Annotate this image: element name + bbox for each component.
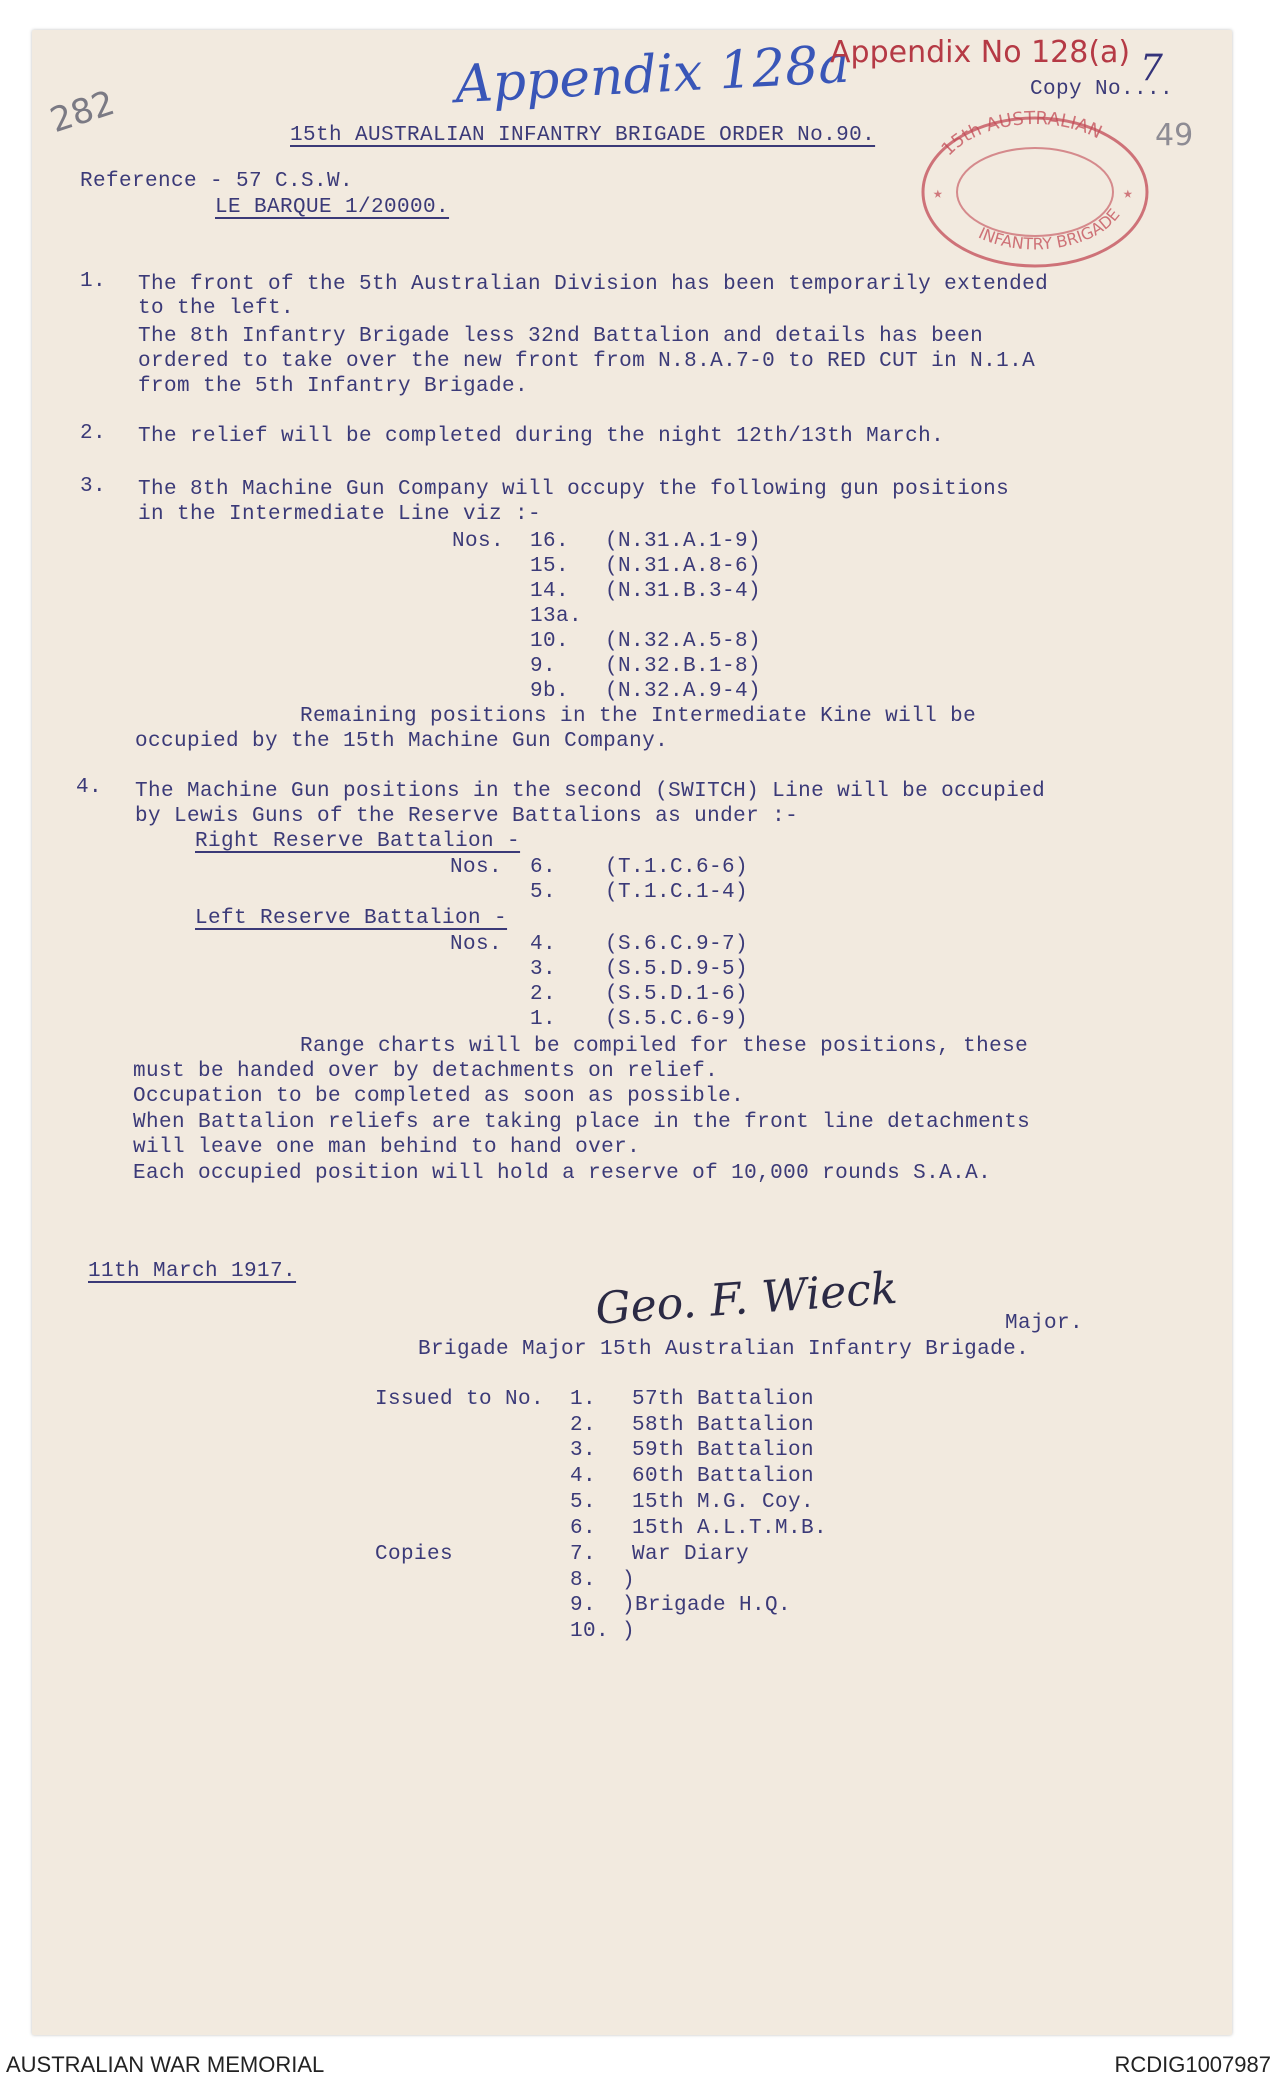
paragraph-4-closing: Occupation to be completed as soon as possible. [133,1085,745,1108]
svg-text:Geo. F. Wieck: Geo. F. Wieck [593,1262,900,1335]
paragraph-4-closing: When Battalion reliefs are taking place in the front line detachments [133,1111,1031,1134]
position-ref: (N.31.B.3-4) [605,580,762,603]
page-number: 49 [1155,118,1194,153]
distribution-number: 8. [570,1569,597,1592]
position-number: 2. [530,983,557,1006]
paragraph-4-closing: Range charts will be compiled for these positions, these [300,1035,1029,1058]
position-number: 3. [530,958,557,981]
distribution-recipient: 57th Battalion [632,1388,815,1411]
appendix-stamp-label: Appendix No 128(a) [830,35,1131,70]
distribution-recipient: 59th Battalion [632,1439,815,1462]
distribution-recipient: 58th Battalion [632,1414,815,1437]
paragraph-4-line: by Lewis Guns of the Reserve Battalions as under :- [135,805,799,828]
position-ref: (S.5.D.1-6) [605,983,749,1006]
paragraph-3-number: 3. [80,475,107,498]
position-ref: (N.32.A.9-4) [605,680,762,703]
signature-title: Brigade Major 15th Australian Infantry Brigade. [418,1338,1030,1361]
position-number: 1. [530,1008,557,1031]
paragraph-3-line: The 8th Machine Gun Company will occupy the following gun positions [138,478,1010,501]
left-reserve-heading: Left Reserve Battalion - [195,907,508,930]
svg-text:INFANTRY BRIGADE: INFANTRY BRIGADE [975,205,1124,254]
copy-number: 7 [1140,48,1163,89]
paragraph-1-line: to the left. [138,297,295,320]
paragraph-3-closing: Remaining positions in the Intermediate Kine will be [300,705,977,728]
position-number: 5. [530,881,557,904]
distribution-number: 2. [570,1414,597,1437]
position-ref: (N.32.B.1-8) [605,655,762,678]
position-ref: (S.6.C.9-7) [605,933,749,956]
distribution-recipient: 60th Battalion [632,1465,815,1488]
paragraph-3-line: in the Intermediate Line viz :- [138,503,542,526]
position-number: 13a. [530,605,583,628]
paragraph-2-line: The relief will be completed during the night 12th/13th March. [138,425,945,448]
position-number: 9b. [530,680,570,703]
distribution-recipient: ) [622,1620,636,1643]
position-ref: (S.5.C.6-9) [605,1008,749,1031]
position-number: 4. [530,933,557,956]
distribution-recipient: ) [622,1569,636,1592]
distribution-number: 4. [570,1465,597,1488]
position-ref: (T.1.C.6-6) [605,856,749,879]
reference-line-1: Reference - 57 C.S.W. [80,170,354,193]
order-date: 11th March 1917. [88,1260,297,1283]
reference-line-2: LE BARQUE 1/20000. [215,196,450,219]
distribution-number: 1. [570,1388,597,1411]
distribution-number: 7. [570,1543,597,1566]
distribution-recipient: )Brigade H.Q. [622,1594,792,1617]
paragraph-4-line: The Machine Gun positions in the second (SWITCH) Line will be occupied [135,780,1046,803]
nos-label: Nos. [450,933,503,956]
paragraph-1-line: ordered to take over the new front from N.8.A.7-0 to RED CUT in N.1.A [138,350,1036,373]
position-number: 6. [530,856,557,879]
position-ref: (N.31.A.1-9) [605,530,762,553]
svg-text:★: ★ [1123,185,1133,203]
folio-number: 282 [45,82,120,142]
issued-label: Issued to No. [375,1388,545,1411]
distribution-recipient: 15th A.L.T.M.B. [632,1517,828,1540]
position-ref: (N.31.A.8-6) [605,555,762,578]
distribution-number: 6. [570,1517,597,1540]
svg-text:15th AUSTRALIAN: 15th AUSTRALIAN [937,110,1106,161]
position-number: 14. [530,580,570,603]
position-number: 9. [530,655,557,678]
distribution-number: 3. [570,1439,597,1462]
copies-label: Copies [375,1543,454,1566]
nos-label: Nos. [452,530,505,553]
distribution-number: 5. [570,1491,597,1514]
paragraph-4-closing: must be handed over by detachments on relief. [133,1060,719,1083]
paragraph-1-line: from the 5th Infantry Brigade. [138,375,529,398]
position-number: 15. [530,555,570,578]
position-number: 16. [530,530,570,553]
distribution-number: 10. [570,1620,610,1643]
paragraph-4-closing: Each occupied position will hold a reserve of 10,000 rounds S.A.A. [133,1162,992,1185]
position-ref: (N.32.A.5-8) [605,630,762,653]
copy-number-label: Copy No.... [1030,78,1174,101]
footer-archive-name: AUSTRALIAN WAR MEMORIAL [6,2052,325,2077]
paragraph-1-line: The front of the 5th Australian Division has been temporarily extended [138,273,1049,296]
brigade-stamp [915,110,1155,270]
order-title: 15th AUSTRALIAN INFANTRY BRIGADE ORDER No.90. [290,124,876,147]
paragraph-1-number: 1. [80,270,107,293]
appendix-handwritten: Appendix 128a [453,34,851,116]
paragraph-1-line: The 8th Infantry Brigade less 32nd Battalion and details has been [138,325,984,348]
distribution-number: 9. [570,1594,597,1617]
right-reserve-heading: Right Reserve Battalion - [195,830,521,853]
distribution-recipient: 15th M.G. Coy. [632,1491,815,1514]
paragraph-4-closing: will leave one man behind to hand over. [133,1136,641,1159]
paragraph-4-number: 4. [76,776,103,799]
paragraph-3-closing: occupied by the 15th Machine Gun Company. [135,730,669,753]
distribution-recipient: War Diary [632,1543,750,1566]
paragraph-2-number: 2. [80,422,107,445]
nos-label: Nos. [450,856,503,879]
svg-text:★: ★ [933,185,943,203]
position-number: 10. [530,630,570,653]
position-ref: (S.5.D.9-5) [605,958,749,981]
signature-rank: Major. [1005,1312,1084,1335]
footer-item-id: RCDIG1007987 [1114,2052,1271,2077]
handwritten-signature [585,1250,945,1340]
position-ref: (T.1.C.1-4) [605,881,749,904]
